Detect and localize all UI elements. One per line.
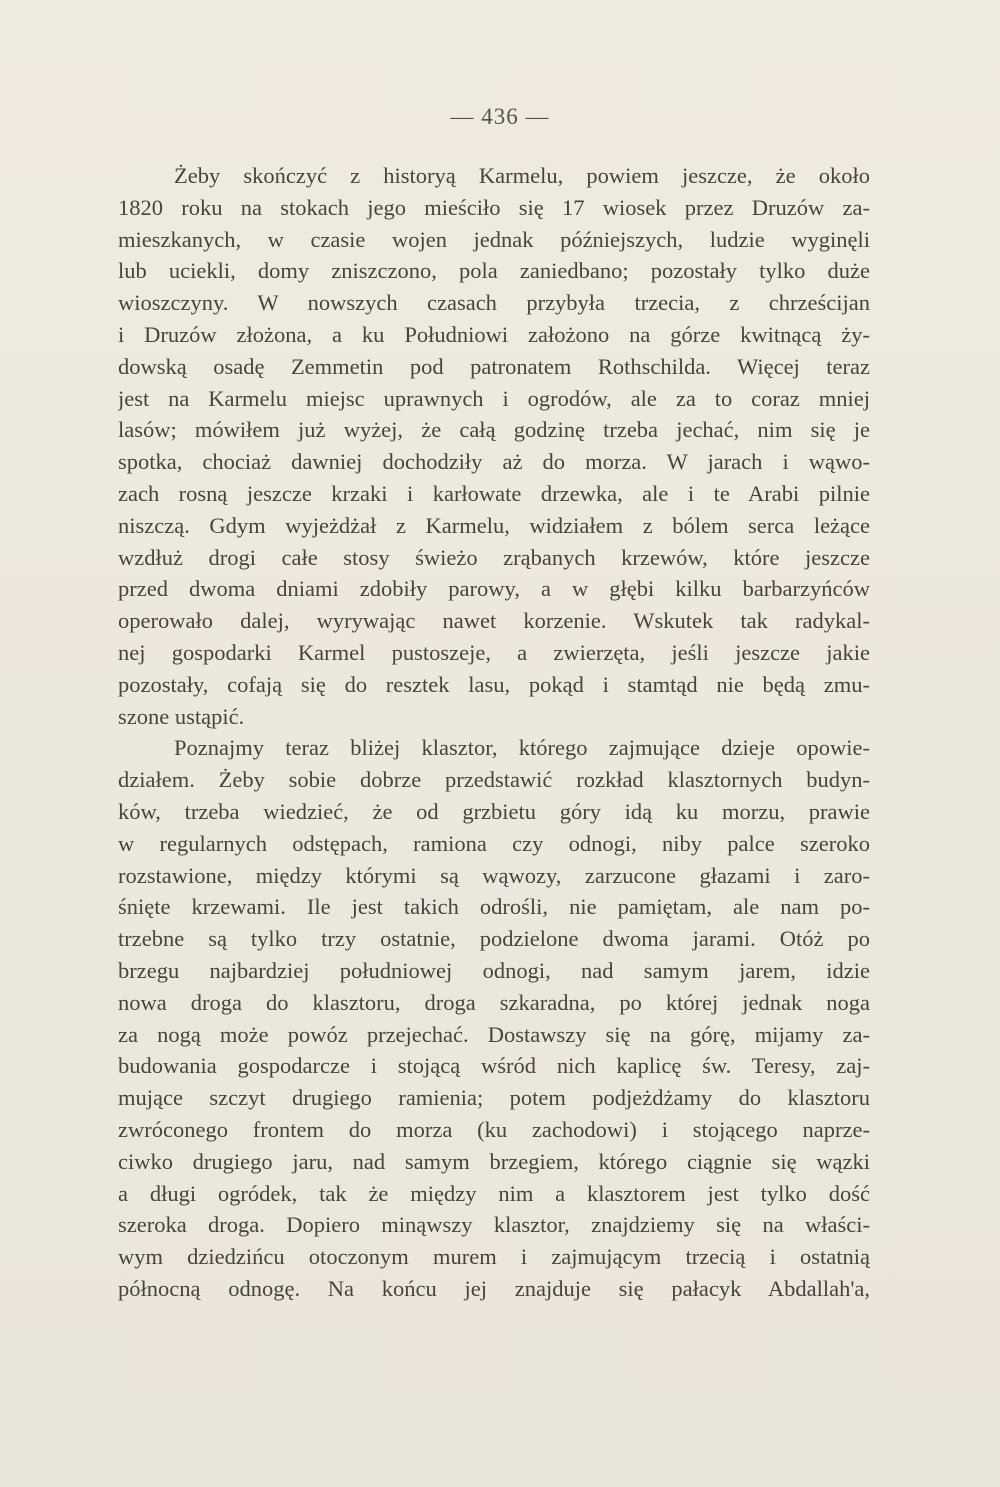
text-line: niszczą. Gdym wyjeżdżał z Karmelu, widziałem z bólem serca leżące bbox=[118, 512, 870, 538]
text-line: pozostały, cofają się do resztek lasu, pokąd i stamtąd nie będą zmu- bbox=[118, 671, 870, 697]
text-line: lub uciekli, domy zniszczono, pola zaniedbano; pozostały tylko duże bbox=[118, 258, 870, 284]
text-line: ciwko drugiego jaru, nad samym brzegiem, którego ciągnie się wązki bbox=[118, 1148, 870, 1174]
text-line: ków, trzeba wiedzieć, że od grzbietu góry idą ku morzu, prawie bbox=[118, 798, 870, 824]
text-line: nej gospodarki Karmel pustoszeje, a zwierzęta, jeśli jeszcze jakie bbox=[118, 639, 870, 665]
text-line: wzdłuż drogi całe stosy świeżo zrąbanych krzewów, które jeszcze bbox=[118, 544, 870, 570]
text-line: lasów; mówiłem już wyżej, że całą godzinę trzeba jechać, nim się je bbox=[118, 417, 870, 443]
text-line: brzegu najbardziej południowej odnogi, nad samym jarem, idzie bbox=[118, 957, 870, 983]
page-number: — 436 — bbox=[450, 104, 550, 129]
text-line: dowską osadę Zemmetin pod patronatem Rothschilda. Więcej teraz bbox=[118, 353, 870, 379]
text-line: śnięte krzewami. Ile jest takich odrośli, nie pamiętam, ale nam po- bbox=[118, 894, 870, 920]
text-line: za nogą może powóz przejechać. Dostawszy się na górę, mijamy za- bbox=[118, 1021, 870, 1047]
paragraph-2 bbox=[118, 732, 870, 1304]
text-line: mieszkanych, w czasie wojen jednak późniejszych, ludzie wyginęli bbox=[118, 226, 870, 252]
text-line: zwróconego frontem do morza (ku zachodowi) i stojącego naprze- bbox=[118, 1116, 870, 1142]
text-line: wym dziedzińcu otoczonym murem i zajmującym trzecią i ostatnią bbox=[118, 1244, 870, 1270]
text-line: wioszczyny. W nowszych czasach przybyła trzecia, z chrześcijan bbox=[118, 290, 870, 316]
text-line: Poznajmy teraz bliżej klasztor, którego zajmujące dzieje opowie- bbox=[174, 735, 870, 761]
text-line: 1820 roku na stokach jego mieściło się 17 wiosek przez Druzów za- bbox=[118, 194, 870, 220]
text-line: północną odnogę. Na końcu jej znajduje się pałacyk Abdallah'a, bbox=[118, 1275, 870, 1301]
text-line: szone ustąpić. bbox=[118, 703, 245, 729]
text-line: nowa droga do klasztoru, droga szkaradna, po której jednak noga bbox=[118, 989, 870, 1015]
text-line: Żeby skończyć z historyą Karmelu, powiem jeszcze, że około bbox=[174, 163, 870, 188]
text-line: przed dwoma dniami zdobiły parowy, a w głębi kilku barbarzyńców bbox=[118, 576, 870, 602]
text-line: zach rosną jeszcze krzaki i karłowate drzewka, ale i te Arabi pilnie bbox=[118, 480, 870, 506]
text-line: trzebne są tylko trzy ostatnie, podzielone dwoma jarami. Otóż po bbox=[118, 926, 870, 952]
paragraph-1 bbox=[118, 160, 870, 732]
text-line: operowało dalej, wyrywając nawet korzenie. Wskutek tak radykal- bbox=[118, 608, 870, 634]
text-line: działem. Żeby sobie dobrze przedstawić rozkład klasztornych budyn- bbox=[118, 767, 870, 793]
text-line: jest na Karmelu miejsc uprawnych i ogrodów, ale za to coraz mniej bbox=[118, 385, 870, 411]
text-line: mujące szczyt drugiego ramienia; potem podjeżdżamy do klasztoru bbox=[118, 1085, 870, 1111]
text-line: i Druzów złożona, a ku Południowi założono na górze kwitnącą ży- bbox=[118, 321, 870, 347]
text-line: spotka, chociaż dawniej dochodziły aż do morza. W jarach i wąwo- bbox=[118, 449, 870, 475]
text-line: rozstawione, między którymi są wąwozy, zarzucone głazami i zaro- bbox=[118, 862, 870, 888]
text-line: a długi ogródek, tak że między nim a klasztorem jest tylko dość bbox=[118, 1180, 870, 1206]
text-line: w regularnych odstępach, ramiona czy odnogi, niby palce szeroko bbox=[118, 830, 870, 856]
body-text bbox=[118, 160, 870, 1305]
text-line: szeroka droga. Dopiero minąwszy klasztor, znajdziemy się na właści- bbox=[118, 1212, 870, 1238]
text-line: budowania gospodarcze i stojącą wśród nich kaplicę św. Teresy, zaj- bbox=[118, 1053, 870, 1079]
